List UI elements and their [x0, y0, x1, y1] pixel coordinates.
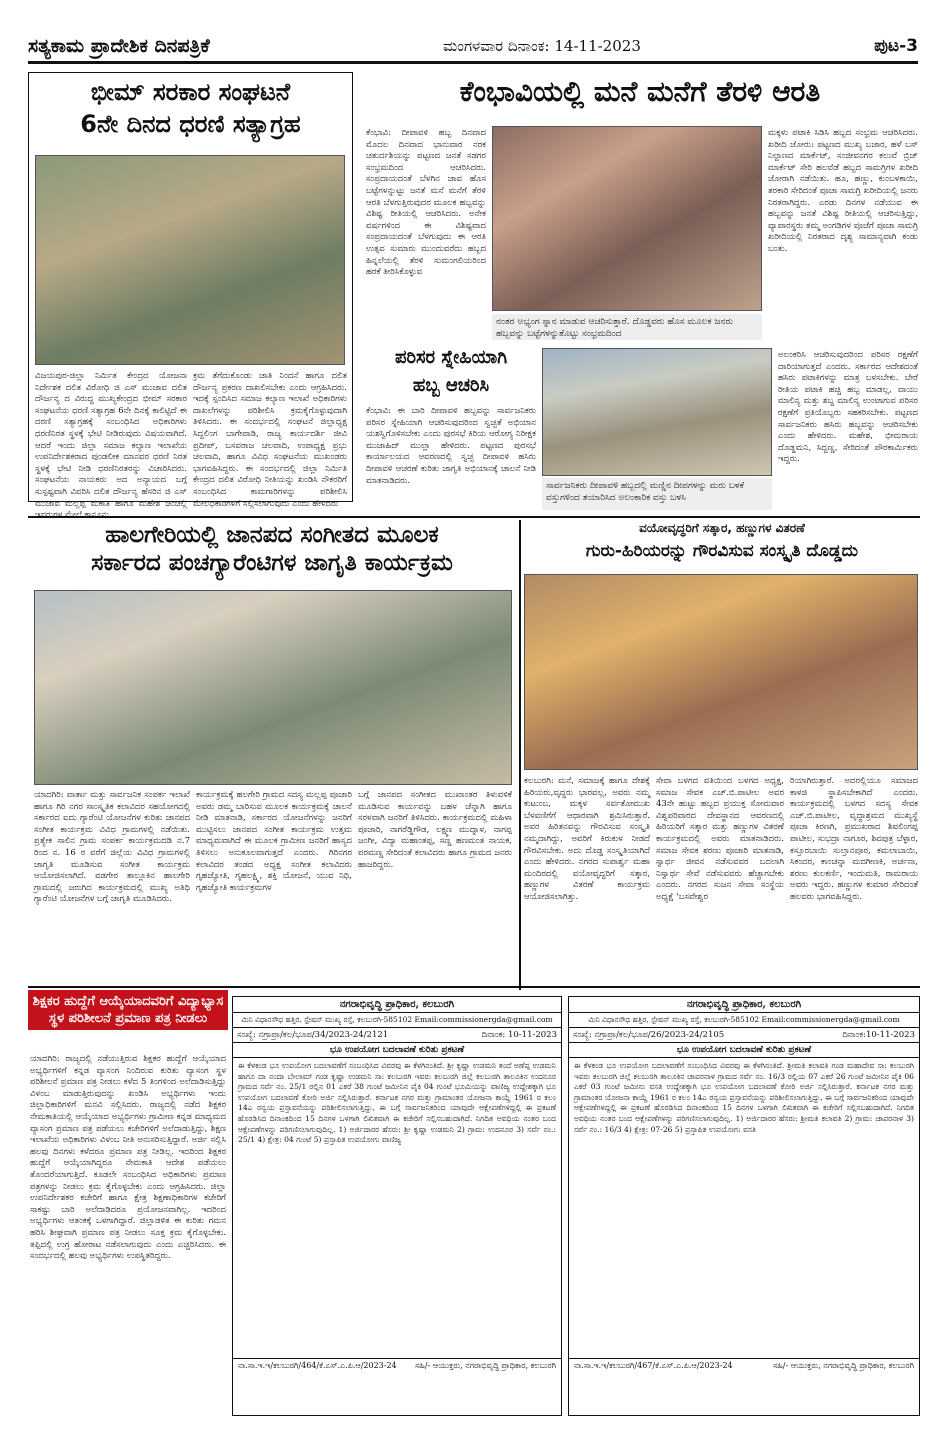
story4-col3: ಬಗ್ಗೆ ಜಾನಪದ ಸಂಗೀತದ ಮುಖಾಂತರ ತಿಳುವಳಿಕೆ ಮೂಡಿಸುವ ಕಾರ್ಯವನ್ನು ಬಹಳ ಚೆನ್ನಾಗಿ ಹಾಗೂ ಸರಳವಾಗಿ ಜನರಿಗೆ ತಿಳಿಸಿದರು. ಕಾರ್ಯಕ್ರಮದಲ್ಲಿ ಮಹಿಳಾ ಪೂಜಾರಿ, ನಾಗರೆಡ್ಡಿಗೌಡ, ಲಕ್ಷ್ಮಣ ಮುದ್ನಾಳ, ನಾಗಪ್ಪ ಜಂಗೀ, ವಿದ್ಯಾ ಮಹಾಂತಪ್ಪ, ಸಣ್ಣ ಹಣಮಂತ ನಾಯಕ, ಪರಮಣ್ಣ ಸೇರಿದಂತೆ ಕಲಾವಿದರು ಹಾಗೂ ಗ್ರಾಮದ ಜನರು ಹಾಜರಿದ್ದರು. — [358, 790, 512, 870]
story2-col2: ಮಕ್ಕಳು ಪಟಾಕಿ ಸಿಡಿಸಿ ಹಬ್ಬದ ಸಂಭ್ರಮ ಆಚರಿಸಿದರು. ಖರೀದಿ ಜೋರು: ಪಟ್ಟಣದ ಮುಖ್ಯ ಬಜಾರ, ಹಳೆ ಬಸ್ ನಿಲ್ದಾಣದ ಮಾರ್ಕೆಟ್, ಸಂಜೀವನಗರ ಕಲುವೆ ಬ್ರಿಜ್ ಮಾರ್ಕೆಟ್ ಸೇರಿ ಹಲವೆಡೆ ಹಬ್ಬದ ಸಾಮಗ್ರಿಗಳ ಖರೀದಿ ಜೋರಾಗಿ ನಡೆಯಿತು. ಹೂ, ಹಣ್ಣು, ಕುಂಬಳಕಾಯಿ, ತರಕಾರಿ ಸೇರಿದಂತೆ ಪೂಜಾ ಸಾಮಗ್ರಿ ಖರೀದಿಯಲ್ಲಿ ಜನರು ನಿರತರಾಗಿದ್ದರು. ಎರಡು ದಿನಗಳ ನಡೆಯುವ ಈ ಹಬ್ಬವನ್ನು ಜನತೆ ವಿಶಿಷ್ಟ ರೀತಿಯಲ್ಲಿ ಆಚರಿಸುತ್ತಿದ್ದು, ವ್ಯಾಪಾರಸ್ಥರು ತಮ್ಮ ಅಂಗಡಿಗಳ ಪೂಜೆಗೆ ಪೂಜಾ ಸಾಮಗ್ರಿ ಖರೀದಿಯಲ್ಲಿ ನಿರತರಾದ ದೃಶ್ಯ ಸಾಮಾನ್ಯವಾಗಿ ಕಂಡು ಬಂತು. — [768, 128, 918, 254]
story5-photo — [524, 574, 918, 770]
story1-headline-2: 6ನೇ ದಿನದ ಧರಣಿ ಸತ್ಯಾಗ್ರಹ — [80, 109, 301, 138]
story3-col1: ಕೆಂಭಾವಿ: ಈ ಬಾರಿ ದೀಪಾವಳಿ ಹಬ್ಬವನ್ನು ಸಾರ್ವಜನಿಕರು ಪರಿಸರ ಸ್ನೇಹಿಯಾಗಿ ಆಚರಿಸುವುದರಿಂದ ಸ್ವಚ್ಛತೆ ಅಭಿಯಾನ ಯಶಸ್ವಿಗೊಳಿಸಬೇಕು ಎಂದು ಪುರಸಭೆ ಕಿರಿಯ ಆರೋಗ್ಯ ನಿರೀಕ್ಷಕ ಮುಜಾಹಿದ್ ಮುಲ್ಲಾ ಹೇಳಿದರು. ಪಟ್ಟಣದ ಪುರಸಭೆ ಕಾರ್ಯಾಲಯದ ಆವರಣದಲ್ಲಿ ಸ್ವಚ್ಛ ದೀಪಾವಳಿ ಹಸಿರು ದೀಪಾವಳಿ ಆಚರಣೆ ಕುರಿತು ಜಾಗೃತಿ ಅಭಿಯಾನಕ್ಕೆ ಚಾಲನೆ ನೀಡಿ ಮಾತನಾಡಿದರು. — [366, 406, 536, 486]
story3-headline-1: ಪರಿಸರ ಸ್ನೇಹಿಯಾಗಿ — [394, 347, 508, 368]
notice2-sign: ಸಹಿ/- ಆಯುಕ್ತರು, ನಗರಾಭಿವೃದ್ಧಿ ಪ್ರಾಧಿಕಾರ, ಕಲಬುರಗಿ — [773, 1361, 914, 1370]
story-eco-deepavali — [360, 346, 920, 512]
notice1-title: ಭೂ ಉಪಯೋಗ ಬದಲಾವಣೆ ಕುರಿತು ಪ್ರಕಟಣೆ — [233, 1043, 561, 1058]
divider-vertical — [519, 520, 521, 990]
story4-col2: ಕಾರ್ಯಕ್ರಮಕ್ಕೆ ಹಲಗೇರಿ ಗ್ರಾಮದ ಸದಸ್ಯ ಮಲ್ಲಪ್ಪ ಪೂಜಾರಿ ಅವರು ಡಮ್ಮ ಬಾರಿಸುವ ಮೂಲಕ ಕಾರ್ಯಕ್ರಮಕ್ಕೆ ಚಾಲನೆ ನೀಡಿ ಮಾತನಾಡಿ, ಸರ್ಕಾರದ ಯೋಜನೆಗಳನ್ನು ಜನರಿಗೆ ಮುಟ್ಟಿಸಲು ಜಾನಪದ ಸಂಗೀತ ಕಾರ್ಯಕ್ರಮ ಉತ್ತಮ ಮಾಧ್ಯಮವಾಗಿದೆ ಈ ಮೂಲಕ ಗ್ರಾಮೀಣ ಜನರಿಗೆ ಹಾಸ್ಯದ ತಿಳಿಸಲು ಅನುಕೂಲವಾಗುತ್ತದೆ ಎಂದರು. ಗಿರಿನಗರ ಕಲಾವಿದರ ತಂಡದ ಅಧ್ಯಕ್ಷ ಸಂಗೀತ ಕಲಾವಿದರು ಗೃಹಜ್ಯೋತಿ, ಗೃಹಲಕ್ಷ್ಮಿ, ಶಕ್ತಿ ಯೋಜನೆ, ಯುವ ನಿಧಿ, ಗೃಹಜ್ಯೋತಿ ಕಾರ್ಯಕ್ರಮಗಳ — [196, 790, 352, 893]
story5-col1: ಕಲಬುರಗಿ: ಮನೆ, ಸಮಾಜಕ್ಕೆ ಹಾಗೂ ದೇಶಕ್ಕೆ ಹಿರಿಯರು,ವೃದ್ಧರು ಭಾರವಲ್ಲ, ಅವರು ನಮ್ಮ ಕುಟುಂಬ, ಮಕ್ಕಳ ಸರ್ವತೋಮುಖ ಬೆಳವಣಿಗೆಗೆ ಆಧಾರವಾಗಿ ಶ್ರಮಿಸಿರುತ್ತಾರೆ. ಅವರ ಹಿರಿತನವನ್ನು ಗೌರವಿಸುವ ಸಂಸ್ಕೃತಿ ನಮ್ಮದಾಗಿದ್ದು, ಅವರಿಗೆ ಕಿರುಕುಳ ನೀಡದೆ ಗೌರವಿಸಬೇಕು. ಅದು ದೊಡ್ಡ ಸಂಸ್ಕೃತಿಯಾಗಿದೆ ಎಂದು ಹೇಳಿದರು. ನಗರದ ಸುಪಾರ್ಶ್ವ ಮಹಾ ಮಂದಿರದಲ್ಲಿ ವಯೋವೃದ್ಧರಿಗೆ ಸತ್ಕಾರ, ಹಣ್ಣುಗಳ ವಿತರಣೆ ಕಾರ್ಯಕ್ರಮ ಆಯೋಜಿಸಲಾಗಿತ್ತು. — [524, 776, 650, 902]
notice1-address: ಮಿನಿ ವಿಧಾನಸೌಧ ಹತ್ತಿರ, ಸ್ಟೇಷನ್ ಮುಖ್ಯ ರಸ್ತೆ, ಕಲಬುರಗಿ-585102 Email:commissionergda@gmail.com — [233, 1013, 561, 1028]
notice2-address: ಮಿನಿ ವಿಧಾನಸೌಧ ಹತ್ತಿರ, ಸ್ಟೇಷನ್ ಮುಖ್ಯ ರಸ್ತೆ, ಕಲಬುರಗಿ-585102 Email:commissionergda@gmail.com — [569, 1013, 919, 1028]
story2-headline: ಕೆಂಭಾವಿಯಲ್ಲಿ ಮನೆ ಮನೆಗೆ ತೆರಳಿ ಆರತಿ — [459, 75, 821, 108]
notice2-office: ನಗರಾಭಿವೃದ್ಧಿ ಪ್ರಾಧಿಕಾರ, ಕಲಬುರಗಿ — [569, 997, 919, 1013]
story5-headline: ಗುರು-ಹಿರಿಯರನ್ನು ಗೌರವಿಸುವ ಸಂಸ್ಕೃತಿ ದೊಡ್ಡದು — [585, 540, 859, 561]
story1-col2: ಕ್ರಮ ತೆಗೆದುಕೊಂಡು ಜಾತಿ ನಿಂದನೆ ಹಾಗೂ ದಲಿತ ದೌರ್ಜನ್ಯ ಪ್ರಕರಣ ದಾಖಲಿಸಬೇಕು ಎಂದು ಆಗ್ರಹಿಸಿದರು. ಇದಕ್ಕೆ ಸ್ಪಂದಿಸಿದ ಸಮಾಜ ಕಲ್ಯಾಣ ಇಲಾಖೆ ಅಧಿಕಾರಿಗಳು ದಾಖಲೆಗಳನ್ನು ಪರಿಶೀಲಿಸಿ ಕ್ರಮಕೈಗೊಳ್ಳುವುದಾಗಿ ತಿಳಿಸಿದರು. ಈ ಸಂದರ್ಭದಲ್ಲಿ ಸಂಘಟನೆ ಜಿಲ್ಲಾಧ್ಯಕ್ಷ ಸಿದ್ದಲಿಂಗ ಬಾಗೇವಾಡಿ, ರಾಜ್ಯ ಕಾರ್ಯದರ್ಶಿ ಜೀವಿ ಪ್ರದೀಪ್, ಬಸವರಾಜ ಚಲವಾದಿ, ಉಪಾಧ್ಯಕ್ಷ ಪ್ರಭು ಚಲವಾದಿ, ಹಾಗೂ ವಿವಿಧ ಸಂಘಟನೆಯ ಮುಖಂಡರು ಭಾಗವಹಿಸಿದ್ದರು. ಈ ಸಂದರ್ಭದಲ್ಲಿ ಜಿಲ್ಲಾ ನಿರ್ಮಿತಿ ಕೇಂದ್ರದ ದಲಿತ ವಿರೋಧಿ ನೀತಿಯನ್ನು ಖಂಡಿಸಿ ನೌಕರರಿಗೆ ಸಂಬಂಧಿಸಿದ ಕಾಮಗಾರಿಗಳನ್ನು ಪರಿಶೀಲಿಸಿ ಮೇಲಧಿಕಾರಿಗಳಿಗೆ ಸಲ್ಲಿಸಲಾಗುವುದು ಎಂದು ಹೇಳಿದರು — [193, 371, 347, 509]
notice2-footer-ref: ನಾ.ಸಾ.ಇ.ಇ/ಕಲಬುರಗಿ/467/ಕೆ.ಎಸ್.ಎ.ಪಿ.ಆ/2023-24 — [574, 1361, 733, 1370]
story2-photo-caption: ನಂತರ ಅಭ್ಯಂಗ ಸ್ನಾನ ಮಾಡುವ ಆಚರಿಸುತ್ತಾರೆ. ದೊಡ್ಡವರು ಹೊಸ ಮೂಲಕ ಜನರು ಹಬ್ಬವನ್ನು ಬಟ್ಟೆಗಳನ್ನುತೊಟ್ಟು ಸಂಭ್ರಮದಿಂದ — [492, 314, 762, 340]
notice1-office: ನಗರಾಭಿವೃದ್ಧಿ ಪ್ರಾಧಿಕಾರ, ಕಲಬುರಗಿ — [233, 997, 561, 1013]
story2-col1: ಕೆಂಭಾವಿ: ದೀಪಾವಳಿ ಹಬ್ಬ ದಿನವಾದ ಮೊದಲ ದಿನವಾದ ಭಾನುವಾರ ನರಕ ಚತುರ್ದಶಿಯನ್ನು ಪಟ್ಟಣದ ಜನತೆ ಸಡಗರ ಸಂಭ್ರಮದಿಂದ ಆಚರಿಸಿದರು. ಸಂಪ್ರದಾಯದಂತೆ ಬೆಳಗಿನ ಜಾವ ಹೊಸ ಬಟ್ಟೆಗಳನ್ನುಟ್ಟು ಜನತೆ ಮನೆ ಮನೆಗೆ ತೆರಳಿ ಆರತಿ ಬೆಳಗುತ್ತಿರುವುದರ ಮೂಲಕ ಹಬ್ಬವನ್ನು ವಿಶಿಷ್ಟ ರೀತಿಯಲ್ಲಿ ಆಚರಿಸಿದರು. ಅನೇಕ ವರ್ಷಗಳಿಂದ ಈ ವಿಶಿಷ್ಟವಾದ ಸಂಪ್ರದಾಯದಂತೆ ಬೆಳಗುವುದು ಈ ಆರತಿ ಉತ್ಸವ ಸುಮಾರು ಮುಂದುವರೆದು ಹಬ್ಬದ ಹಿನ್ನಲೆಯಲ್ಲಿ ತೆರಳಿ ಸುಮಂಗಲಿಯರಿಂದ ಹರಕೆ ತೀರಿಸಿಕೊಳ್ಳುವ — [366, 128, 486, 278]
story6-headline: ಶಿಕ್ಷಕರ ಹುದ್ದೆಗೆ ಆಯ್ಕೆಯಾದವರಿಗೆ ವಿದ್ಯಾಭ್ಯಾಸ ಸ್ಥಳ ಪರಿಶೀಲನೆ ಪ್ರಮಾಣ ಪತ್ರ ನೀಡಲು — [28, 990, 228, 1030]
notice1-footer-ref: ನಾ.ಸಾ.ಇ.ಇ/ಕಲಬುರಗಿ/464/ಕೆ.ಎಸ್.ಎ.ಪಿ.ಆ/2023-24 — [238, 1361, 397, 1370]
notice2-date: ದಿನಾಂಕ:10-11-2023 — [842, 1030, 915, 1040]
notice2-ref-row — [569, 1028, 919, 1043]
story-elders-honour — [524, 520, 920, 990]
paper-name: ಸತ್ಯಕಾಮ ಪ್ರಾದೇಶಿಕ ದಿನಪತ್ರಿಕೆ — [28, 34, 210, 57]
notice1-sign: ಸಹಿ/- ಆಯುಕ್ತರು, ನಗರಾಭಿವೃದ್ಧಿ ಪ್ರಾಧಿಕಾರ, ಕಲಬುರಗಿ — [415, 1361, 556, 1370]
page-number: ಪುಟ-3 — [874, 35, 918, 56]
story4-headline-2: ಸರ್ಕಾರದ ಪಂಚಗ್ಯಾರೆಂಟಿಗಳ ಜಾಗೃತಿ ಕಾರ್ಯಕ್ರಮ — [91, 550, 453, 577]
notice-1 — [232, 996, 562, 1416]
notice2-footer — [569, 1358, 919, 1373]
story1-headline-1: ಭೀಮ್ ಸರಕಾರ ಸಂಘಟನೆ — [90, 78, 291, 106]
masthead — [28, 30, 918, 64]
notice2-body: ಈ ಕೆಳಕಂಡ ಭೂ ಉಪಯೋಗ ಬದಲಾವಣೆಗೆ ಸಂಬಂಧಿಸಿದ ವಿವರವು ಈ ಕೆಳಗಿನಂತಿದೆ. ಶ್ರೀಮತಿ ಕಲಾವತಿ ಗಂಡ ಮಹಾದೇವ ಸಾ: ಕಲಬುರಗಿ ಇವರು ಕಲಬುರಗಿ ಜಿಲ್ಲೆ ಕಲಬುರಗಿ ತಾಲೂಕಿನ ಚಾಪರನಾಳ ಗ್ರಾಮದ ಸರ್ವೆ ನಂ. 16/3 ರಲ್ಲಿಯ 07 ಎಕರೆ 26 ಗುಂಟೆ ಜಮೀನಿನ ಪೈಕಿ 06 ಎಕರೆ 03 ಗುಂಟೆ ಜಮೀನು ವಸತಿ ಉದ್ದೇಶಕ್ಕಾಗಿ ಭೂ ಉಪಯೋಗ ಬದಲಾವಣೆ ಕೋರಿ ಅರ್ಜಿ ಸಲ್ಲಿಸಿರುತ್ತಾರೆ. ಕರ್ನಾಟಕ ನಗರ ಮತ್ತು ಗ್ರಾಮಾಂತರ ಯೋಜನಾ ಕಾಯ್ದೆ 1961 ರ ಕಲಂ 14ಎ ರನ್ವಯ ಪ್ರಸ್ತಾವನೆಯನ್ನು ಪರಿಶೀಲಿಸಲಾಗುತ್ತಿದ್ದು, ಈ ಬಗ್ಗೆ ಸಾರ್ವಜನಿಕರಿಂದ ಯಾವುದೇ ಆಕ್ಷೇಪಣೆಗಳಿದ್ದಲ್ಲಿ ಈ ಪ್ರಕಟಣೆ ಹೊರಡಿಸಿದ ದಿನಾಂಕದಿಂದ 15 ದಿನಗಳ ಒಳಗಾಗಿ ಲಿಖಿತವಾಗಿ ಈ ಕಚೇರಿಗೆ ಸಲ್ಲಿಸಬಹುದಾಗಿದೆ. ನಿಗದಿತ ಅವಧಿಯ ನಂತರ ಬಂದ ಆಕ್ಷೇಪಣೆಗಳನ್ನು ಪರಿಗಣಿಸಲಾಗುವುದಿಲ್ಲ. 1) ಅರ್ಜಿದಾರರ ಹೆಸರು: ಶ್ರೀಮತಿ ಕಲಾವತಿ 2) ಗ್ರಾಮ: ಚಾಪರನಾಳ 3) ಸರ್ವೆ ನಂ.: 16/3 4) ಕ್ಷೇತ್ರ: 07-26 5) ಪ್ರಸ್ತಾಪಿತ ಉಪಯೋಗ: ವಸತಿ — [574, 1061, 914, 1134]
story4-photo — [34, 590, 512, 785]
issue-date: ಮಂಗಳವಾರ ದಿನಾಂಕ: 14-11-2023 — [443, 36, 641, 55]
notice1-ref: ಸಂಖ್ಯೆ: ನಗ್ರಾಪ್ರಾ/ಕಲ/ಭೂಪ/34/2023-24/2121 — [237, 1030, 389, 1040]
story6-body: ಯಾದಗಿರಿ: ರಾಜ್ಯದಲ್ಲಿ ನಡೆಯುತ್ತಿರುವ ಶಿಕ್ಷಕರ ಹುದ್ದೆಗೆ ಆಯ್ಕೆಯಾದ ಅಭ್ಯರ್ಥಿಗಳಿಗೆ ಕನ್ನಡ ವ್ಯಾಸಂಗ ನಿಂದಿರುವ ಕುರಿತು ವ್ಯಾಸಂಗ ಸ್ಥಳ ಪರಿಶೀಲನೆ ಪ್ರಮಾಣ ಪತ್ರ ನೀಡಲು ಕಳೆದ 5 ತಿಂಗಳಿಂದ ಅಲೆದಾಡಿಸುತ್ತಿದ್ದು ವಿಳಂಬ ಮಾಡುತ್ತಿರುವುದನ್ನು ಖಂಡಿಸಿ ಅಭ್ಯರ್ಥಿಗಳು ಇಂದು ಜಿಲ್ಲಾಧಿಕಾರಿಗಳಿಗೆ ಮನವಿ ಸಲ್ಲಿಸಿದರು. ರಾಜ್ಯದಲ್ಲಿ ನಡೆದ ಶಿಕ್ಷಕರ ನೇಮಕಾತಿಯಲ್ಲಿ ಆಯ್ಕೆಯಾದ ಅಭ್ಯರ್ಥಿಗಳು ಗ್ರಾಮೀಣ ಕನ್ನಡ ಮಾಧ್ಯಮದ ವ್ಯಾಸಂಗ ಪ್ರಮಾಣ ಪತ್ರ ಪಡೆಯಲು ಕಚೇರಿಗಳಿಗೆ ಅಲೆದಾಡುತ್ತಿದ್ದು, ಶಿಕ್ಷಣ ಇಲಾಖೆಯ ಅಧಿಕಾರಿಗಳು ವಿಳಂಬ ನೀತಿ ಅನುಸರಿಸುತ್ತಿದ್ದಾರೆ. ಅರ್ಜಿ ಸಲ್ಲಿಸಿ ಹಲವು ದಿನಗಳು ಕಳೆದರೂ ಪ್ರಮಾಣ ಪತ್ರ ನೀಡಿಲ್ಲ. ಇದರಿಂದ ಶಿಕ್ಷಕರ ಹುದ್ದೆಗೆ ಆಯ್ಕೆಯಾಗಿದ್ದರೂ ನೇಮಕಾತಿ ಆದೇಶ ಪಡೆಯಲು ತೊಂದರೆಯಾಗುತ್ತಿದೆ. ಕೂಡಲೇ ಸಂಬಂಧಿಸಿದ ಅಧಿಕಾರಿಗಳು ಪ್ರಮಾಣ ಪತ್ರಗಳನ್ನು ನೀಡಲು ಕ್ರಮ ಕೈಗೊಳ್ಳಬೇಕು ಎಂದು ಆಗ್ರಹಿಸಿದರು. ಜಿಲ್ಲಾ ಉಪನಿರ್ದೇಶಕರ ಕಚೇರಿಗೆ ಹಾಗೂ ಕ್ಷೇತ್ರ ಶಿಕ್ಷಣಾಧಿಕಾರಿಗಳ ಕಚೇರಿಗೆ ಸಾಕಷ್ಟು ಬಾರಿ ಅಲೆದಾಡಿದರೂ ಪ್ರಯೋಜನವಾಗಿಲ್ಲ. ಇದರಿಂದ ಅಭ್ಯರ್ಥಿಗಳು ಆತಂಕಕ್ಕೆ ಒಳಗಾಗಿದ್ದಾರೆ. ಜಿಲ್ಲಾಡಳಿತ ಈ ಕುರಿತು ಗಮನ ಹರಿಸಿ ಶೀಘ್ರವಾಗಿ ಪ್ರಮಾಣ ಪತ್ರ ನೀಡಲು ಸೂಕ್ತ ಕ್ರಮ ಕೈಗೊಳ್ಳಬೇಕು. ತಪ್ಪಿದಲ್ಲಿ ಉಗ್ರ ಹೋರಾಟ ನಡೆಸಲಾಗುವುದು ಎಂದು ಎಚ್ಚರಿಸಿದರು. ಈ ಸಂದರ್ಭದಲ್ಲಿ ಹಲವು ಅಭ್ಯರ್ಥಿಗಳು ಉಪಸ್ಥಿತರಿದ್ದರು. — [30, 1054, 226, 1262]
story4-col1: ಯಾದಗಿರಿ: ವಾರ್ತಾ ಮತ್ತು ಸಾರ್ವಜನಿಕ ಸಂಪರ್ಕ ಇಲಾಖೆ ಹಾಗೂ ಗಿರಿ ನಗರ ಸಾಂಸ್ಕೃತಿಕ ಕಲಾವಿದರ ಸಹಯೋಗದಲ್ಲಿ ಸರ್ಕಾರದ ಐದು ಗ್ಯಾರೆಂಟಿ ಯೋಜನೆಗಳ ಕುರಿತು ಜಾನಪದ ಸಂಗೀತ ಕಾರ್ಯಕ್ರಮ ವಿವಿಧ ಗ್ರಾಮಗಳಲ್ಲಿ ನಡೆಯಿತು. ಪ್ರತ್ಯೇಕ ಸಾಲಿನ ಗ್ರಾಮ ಸಂಪರ್ಕ ಕಾರ್ಯಕ್ರಮದಡಿ ನ.7 ರಿಂದ ನ. 16 ರ ವರೆಗೆ ಜಿಲ್ಲೆಯ ವಿವಿಧ ಗ್ರಾಮಗಳಲ್ಲಿ ಜಾಗೃತಿ ಮೂಡಿಸುವ ಸಂಗೀತ ಕಾರ್ಯಕ್ರಮ ಆಯೋಜಿಸಲಾಗಿದೆ. ವಡಗೇರ ತಾಲ್ಲೂಕಿನ ಹಾಲಗೇರಿ ಗ್ರಾಮದಲ್ಲಿ ಜರುಗಿದ ಕಾರ್ಯಕ್ರಮದಲ್ಲಿ ಮುಖ್ಯ ಅತಿಥಿ ಗ್ಯಾರೆಂಟಿ ಯೋಜನೆಗಳ ಬಗ್ಗೆ ಜಾಗೃತಿ ಮೂಡಿಸಿದರು. — [34, 790, 190, 905]
notice1-ref-row — [233, 1028, 561, 1043]
story3-photo — [542, 348, 772, 476]
story-kembhavi-aarati — [360, 72, 920, 342]
story1-col1: ವಿಜಯಪುರ-ಜಿಲ್ಲಾ ನಿರ್ಮಿತ ಕೇಂದ್ರದ ಯೋಜನಾ ನಿರ್ದೇಶಕ ದಲಿತ ವಿರೋಧಿ ಜಿ ಎಸ್ ಮುಜಾವ ದಲಿತ ದೌರ್ಜನ್ಯ ದ ವಿರುದ್ಧ ಮುಖ್ಯಕೇಂದ್ರದ ಭೀಮ್ ಸರಕಾರ ಸಂಘಟನೆಯ ಧರಣಿ ಸತ್ಯಾಗ್ರಹ 6ನೇ ದಿನಕ್ಕೆ ಕಾಲಿಟ್ಟಿದೆ ಈ ದರಣಿ ಸತ್ಯಾಗ್ರಹಕ್ಕೆ ಸಂಬಂಧಿಸಿದ ಅಧಿಕಾರಿಗಳು ಧರಣಿನಿರತ ಸ್ಥಳಕ್ಕೆ ಭೇಟಿ ನೀಡಿರುವುದು ವಿಷಯವಾಗಿದೆ. ಆದರೆ ಇಂದು ಜಿಲ್ಲಾ ಸಮಾಜ ಕಲ್ಯಾಣ ಇಲಾಖೆಯ ಉಪನಿರ್ದೇಶಕರಾದ ಪುಂಡಲೀಕ ಮಾನವರ ಧರಣಿ ನಿರತ ಸ್ಥಳಕ್ಕೆ ಭೇಟಿ ನೀಡಿ ಧರಣಿನಿರತರನ್ನು ವಿಚಾರಿಸಿದರು. ಸಂಘಟನೆಯ ನಾಯಕರು ಅದ ಅನ್ಯಾಯದ ಬಗ್ಗೆ ಸುಸ್ಪಷ್ಟವಾಗಿ ವಿವರಿಸಿ ದಲಿತ ದೌರ್ಜನ್ಯ ಹೆಸರಿನ ಜಿ ಎಸ್ ಮುಜಾವ ಮಲ್ಲಪ್ಪ ಮಕಾತಿ ಹಾಗೂ ಮಹೇಶ ಚಿಂಚಲ್ಲಿ — [35, 371, 187, 509]
story-halageri-folk-music — [28, 520, 516, 980]
notice1-footer — [233, 1358, 561, 1373]
story5-col3: ರಿಯಾಗಿರುತ್ತಾರೆ. ಅದರಲ್ಲಿಯೂ ಸಮಾಜದ ಕಾಳಜಿ ಸ್ಥಾಪಿಸಬೇಕಾಗಿದೆ ಎಂದರು. ಕಾರ್ಯಕ್ರಮದಲ್ಲಿ ಬಳಗದ ಸದಸ್ಯ ಸೇವಕ ಎಚ್.ಬಿ.ಪಾಟೀಲ, ವೃದ್ಧಾಶ್ರಮದ ಮುಖ್ಯಸ್ಥೆ ಪೂಜಾ ಕಿರಣಗಿ, ಪ್ರಮುಖರಾದ ಶಿವಲಿಂಗಪ್ಪ ಪಾಟೀಲ, ಸುಭದ್ರಾ ನಾಗೂರ, ಶಿವಪುತ್ರ ಬೆಳ್ಳಾರ, ಕಸ್ತೂರಬಾಯಿ ಸುಲ್ತಾನಪೂರ, ಕಮಲಾಬಾಯಿ, ಸಿಕಂದರ, ಕಾಂಚನ್ನಾ ಮದಗೀಣಕಿ, ಅರ್ಚನಾ, ಶರಣು ಕುಲಕರ್ಣಿ, ಇಂದುಮತಿ, ರಾಮರಾಯ ಅವರು ಇದ್ದರು. ಹಣ್ಣುಗಳ ಕುಮಾರ ಸೇರಿದಂತೆ ಹಲವರು ಭಾಗವಹಿಸಿದ್ದರು. — [790, 776, 918, 902]
story5-col2: ಸೇವಾ ಬಳಗದ ವತಿಯಿಂದ ಬಳಗದ ಅಧ್ಯಕ್ಷ, ಸಮಾಜ ಸೇವಕ ಎಚ್.ಬಿ.ಪಾಟೀಲ ಅವರ 43ನೇ ಹುಟ್ಟು ಹಬ್ಬದ ಪ್ರಯುಕ್ತ ಸೋಮವಾರ ವಿಶ್ವಪರಿವಾರದ ದೇವಸ್ಥಾನದ ಆವರಣದಲ್ಲಿ ಹಿರಿಯರಿಗೆ ಸತ್ಕಾರ ಮತ್ತು ಹಣ್ಣುಗಳ ವಿತರಣೆ ಕಾರ್ಯಕ್ರಮದಲ್ಲಿ ಅವರು ಮಾತನಾಡಿದರು. ಸಮಾಜ ಸೇವಕ ಶರಣು ಪೂಜಾರಿ ಮಾತನಾಡಿ, ಸ್ವಾರ್ಥ ಜೀವನ ನಡೆಸುವವರ ಬದಲಾಗಿ ನಿಸ್ವಾರ್ಥ ಸೇವೆ ನಡೆಸುವವರು ಹೆಚ್ಚಾಗಬೇಕು ಎಂದರು. ನಗರದ ಸುಜನ ಸೇವಾ ಸಂಸ್ಥೆಯ ಅಧ್ಯಕ್ಷೆ 'ಬಸವೇಶ್ವರ — [656, 776, 784, 902]
notice2-ref: ಸಂಖ್ಯೆ: ನಗ್ರಾಪ್ರಾ/ಕಲ/ಭೂಪ/26/2023-24/2105 — [573, 1030, 725, 1040]
story3-headline-2: ಹಬ್ಬ ಆಚರಿಸಿ — [412, 375, 490, 396]
notice1-body: ಈ ಕೆಳಕಂಡ ಭೂ ಉಪಯೋಗ ಬದಲಾವಣೆಗೆ ಸಂಬಂಧಿಸಿದ ವಿವರವು ಈ ಕೆಳಗಿನಂತಿದೆ. ಶ್ರೀ ಕೃಷ್ಣಾ ಉಡಮನಿ ತಂದೆ ಅಣೆಪ್ಪ ಉಡಮನಿ ಹಾಗೂ ದಾ ನಂದಾ ಬೇಲಾಮ್ ಗಂಡ ಕೃಷ್ಣಾ ಉಡಮನಿ ಸಾ: ಕಲಬುರಗಿ ಇವರು ಕಲಬುರಗಿ ಜಿಲ್ಲೆ ಕಲಬುರಗಿ ತಾಲೂಕಿನ ಉದನೂರ ಗ್ರಾಮದ ಸರ್ವೆ ನಂ. 25/1 ರಲ್ಲಿನ 01 ಎಕರೆ 38 ಗುಂಟೆ ಜಮೀನಿನ ಪೈಕಿ 04 ಗುಂಟೆ ಭೂಮಿಯನ್ನು ವಾಣಿಜ್ಯ ಉದ್ದೇಶಕ್ಕಾಗಿ ಭೂ ಉಪಯೋಗ ಬದಲಾವಣೆ ಕೋರಿ ಅರ್ಜಿ ಸಲ್ಲಿಸಿರುತ್ತಾರೆ. ಕರ್ನಾಟಕ ನಗರ ಮತ್ತು ಗ್ರಾಮಾಂತರ ಯೋಜನಾ ಕಾಯ್ದೆ 1961 ರ ಕಲಂ 14ಎ ರನ್ವಯ ಪ್ರಸ್ತಾವನೆಯನ್ನು ಪರಿಶೀಲಿಸಲಾಗುತ್ತಿದ್ದು, ಈ ಬಗ್ಗೆ ಸಾರ್ವಜನಿಕರಿಂದ ಯಾವುದೇ ಆಕ್ಷೇಪಣೆಗಳಿದ್ದಲ್ಲಿ ಈ ಪ್ರಕಟಣೆ ಹೊರಡಿಸಿದ ದಿನಾಂಕದಿಂದ 15 ದಿನಗಳ ಒಳಗಾಗಿ ಲಿಖಿತವಾಗಿ ಈ ಕಚೇರಿಗೆ ಸಲ್ಲಿಸಬಹುದಾಗಿದೆ. ನಿಗದಿತ ಅವಧಿಯ ನಂತರ ಬಂದ ಆಕ್ಷೇಪಣೆಗಳನ್ನು ಪರಿಗಣಿಸಲಾಗುವುದಿಲ್ಲ. 1) ಅರ್ಜಿದಾರರ ಹೆಸರು: ಶ್ರೀ ಕೃಷ್ಣಾ ಉಡಮನಿ 2) ಗ್ರಾಮ: ಉದನೂರ 3) ಸರ್ವೆ ನಂ.: 25/1 4) ಕ್ಷೇತ್ರ: 04 ಗುಂಟೆ 5) ಪ್ರಸ್ತಾಪಿತ ಉಪಯೋಗ: ವಾಣಿಜ್ಯ — [238, 1061, 556, 1145]
story3-col2: ಅಲಂಕರಿಸಿ ಆಚರಿಸುವುದರಿಂದ ಪರಿಸರ ರಕ್ಷಣೆಗೆ ದಾರಿಯಾಗುತ್ತದೆ ಎಂದರು. ಸರ್ಕಾರದ ಆದೇಶದಂತೆ ಹಸಿರು ಪಟಾಕಿಗಳನ್ನು ಮಾತ್ರ ಬಳಸಬೇಕು. ಬೇರೆ ರೀತಿಯ ಪಟಾಕಿ ಹಚ್ಚಿ ಹಬ್ಬ ಮಾಡಲ್ಲ, ವಾಯು ಮಾಲಿನ್ಯ ಮತ್ತು ಶಬ್ದ ಮಾಲಿನ್ಯ ಉಂಟಾಗುವ ಪರಿಸರ ರಕ್ಷಣೆಗೆ ಪ್ರತಿಯೊಬ್ಬರು ಸಹಕರಿಸಬೇಕು. ಪಟ್ಟಣದ ಸಾರ್ವಜನಿಕರು ಹಸಿರು ಹಬ್ಬವನ್ನು ಆಚರಿಸಬೇಕು ಎಂದು ಹೇಳಿದರು. ಮಹೇಶ, ಭೀಮರಾಯ ದೊಡ್ಡಮನಿ, ಸಿದ್ದಣ್ಣ, ಸೇರಿದಂತೆ ಪೌರಕಾರ್ಮಿಕರು ಇದ್ದರು. — [778, 350, 918, 465]
notice-2 — [568, 996, 920, 1416]
divider-horizontal-2 — [28, 986, 920, 988]
divider-horizontal-1 — [28, 516, 920, 518]
story2-photo — [492, 126, 762, 311]
notice2-title: ಭೂ ಉಪಯೋಗ ಬದಲಾವಣೆ ಕುರಿತು ಪ್ರಕಟಣೆ — [569, 1043, 919, 1058]
notice1-date: ದಿನಾಂಕ: 10-11-2023 — [481, 1030, 557, 1040]
story3-photo-caption: ಸಾರ್ವಜನಿಕರು ದೀಪಾವಳಿ ಹಬ್ಬದಲ್ಲಿ ಮಣ್ಣಿನ ದೀಪಗಳನ್ನು ಮರು ಬಳಕೆ ವಸ್ತುಗಳಿಂದ ತಯಾರಿಸಿದ ಅಲಂಕಾರಿಕ ವಸ್ತು ಬಳಸಿ — [542, 478, 772, 510]
story-bhim-sarkar — [28, 72, 353, 509]
story-teachers-certificate — [28, 990, 228, 1420]
story1-photo — [35, 155, 345, 365]
story4-headline-1: ಹಾಲಗೇರಿಯಲ್ಲಿ ಜಾನಪದ ಸಂಗೀತದ ಮೂಲಕ — [105, 522, 439, 548]
story5-kicker: ವಯೋವೃದ್ಧರಿಗೆ ಸತ್ಕಾರ, ಹಣ್ಣುಗಳ ವಿತರಣೆ — [639, 521, 805, 535]
